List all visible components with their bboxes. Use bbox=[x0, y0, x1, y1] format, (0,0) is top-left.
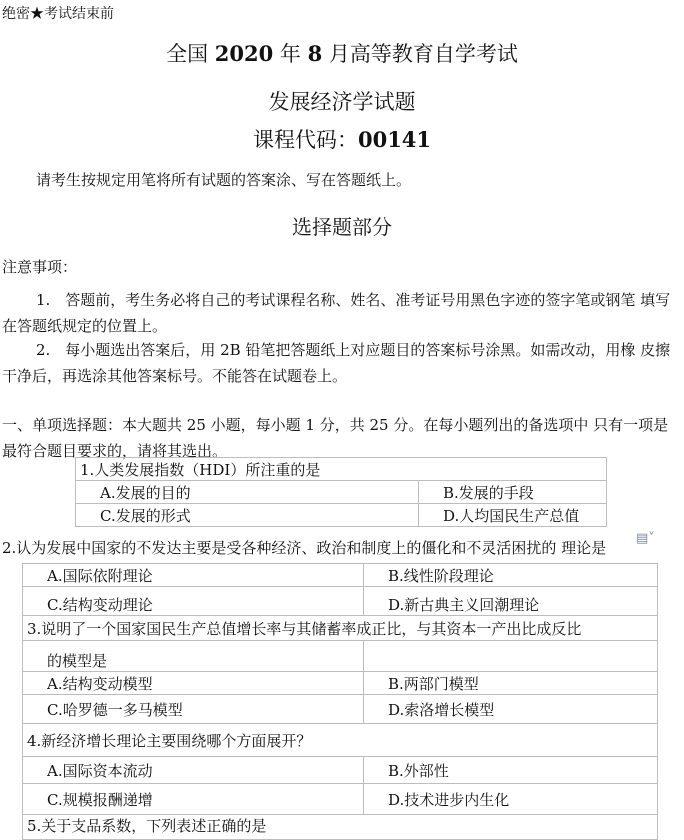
q2-option-d: D.新古典主义回潮理论 bbox=[364, 587, 658, 616]
table-row bbox=[23, 695, 658, 724]
table-row bbox=[23, 724, 658, 757]
table-row bbox=[23, 587, 658, 616]
course-code-label: 课程代码： bbox=[252, 128, 358, 152]
option-d: D.人均国民生产总值 bbox=[419, 504, 607, 527]
document-icon[interactable]: ▤˅ bbox=[636, 531, 655, 546]
option-a: A.发展的目的 bbox=[76, 481, 419, 504]
notice-item-1-text: 1. 答题前，考生务必将自己的考试课程名称、姓名、准考证号用黑色字迹的签字笔或钢笔 填写在答题纸规定的位置上。 bbox=[2, 291, 671, 335]
table-row bbox=[23, 815, 658, 840]
table-row bbox=[23, 757, 658, 784]
option-b: B.发展的手段 bbox=[419, 481, 607, 504]
exam-title bbox=[0, 38, 684, 68]
q2-option-b: B.线性阶段理论 bbox=[364, 564, 658, 587]
q4-option-a: A.国际资本流动 bbox=[23, 757, 364, 784]
table-row bbox=[76, 458, 607, 481]
subject-title: 发展经济学试题 bbox=[268, 90, 416, 114]
question-1-stem: 1.人类发展指数（HDI）所注重的是 bbox=[76, 458, 607, 481]
notice-title: 注意事项： bbox=[2, 258, 78, 276]
notice-item-2 bbox=[2, 337, 678, 389]
q4-option-c: C.规模报酬递增 bbox=[23, 784, 364, 815]
table-row bbox=[23, 641, 658, 672]
notice-item-1 bbox=[2, 287, 678, 339]
table-row bbox=[76, 504, 607, 527]
question-2-stem: 2.认为发展中国家的不发达主要是受各种经济、政治和制度上的僵化和不灵活困扰的 理论是 bbox=[2, 539, 607, 557]
instruction-text: 请考生按规定用笔将所有试题的答案涂、写在答题纸上。 bbox=[36, 171, 412, 189]
part-title: 选择题部分 bbox=[292, 215, 392, 239]
q2-option-c: C.结构变动理论 bbox=[23, 587, 364, 616]
section-1-heading: 一、单项选择题：本大题共 25 小题，每小题 1 分，共 25 分。在每小题列出的备选项中 只有一项是最符合题目要求的，请将其选出。 bbox=[2, 416, 669, 460]
title-suffix: 月高等教育自学考试 bbox=[322, 42, 518, 66]
q3-option-d: D.索洛增长模型 bbox=[364, 695, 658, 724]
q4-option-d: D.技术进步内生化 bbox=[364, 784, 658, 815]
q4-option-b: B.外部性 bbox=[364, 757, 658, 784]
q3-option-b: B.两部门模型 bbox=[364, 672, 658, 695]
empty-cell bbox=[364, 641, 658, 672]
q3-stem-1: 3.说明了一个国家国民生产总值增长率与其储蓄率成正比，与其资本一产出比成反比 bbox=[23, 616, 658, 641]
course-code-value: 00141 bbox=[357, 127, 432, 152]
title-prefix: 全国 bbox=[166, 42, 215, 66]
secret-label: 绝密★考试结束前 bbox=[2, 6, 114, 22]
table-row bbox=[23, 616, 658, 641]
option-c: C.发展的形式 bbox=[76, 504, 419, 527]
question-1-table bbox=[75, 457, 607, 527]
title-year: 2020 bbox=[214, 41, 274, 66]
q3-stem-2: 的模型是 bbox=[23, 641, 364, 672]
title-mid: 年 bbox=[273, 42, 308, 66]
q5-stem: 5.关于支品系数，下列表述正确的是 bbox=[23, 815, 658, 840]
notice-item-2-text: 2. 每小题选出答案后，用 2B 铅笔把答题纸上对应题目的答案标号涂黑。如需改动，用橡 皮擦干净后，再选涂其他答案标号。不能答在试题卷上。 bbox=[2, 341, 671, 385]
q3-option-a: A.结构变动模型 bbox=[23, 672, 364, 695]
q3-option-c: C.哈罗德一多马模型 bbox=[23, 695, 364, 724]
title-month: 8 bbox=[307, 41, 323, 66]
table-row bbox=[23, 672, 658, 695]
table-row bbox=[76, 481, 607, 504]
q2-option-a: A.国际依附理论 bbox=[23, 564, 364, 587]
table-row bbox=[23, 564, 658, 587]
questions-table bbox=[22, 563, 658, 840]
table-row bbox=[23, 784, 658, 815]
course-code bbox=[0, 124, 684, 154]
q4-stem: 4.新经济增长理论主要围绕哪个方面展开？ bbox=[23, 724, 658, 757]
